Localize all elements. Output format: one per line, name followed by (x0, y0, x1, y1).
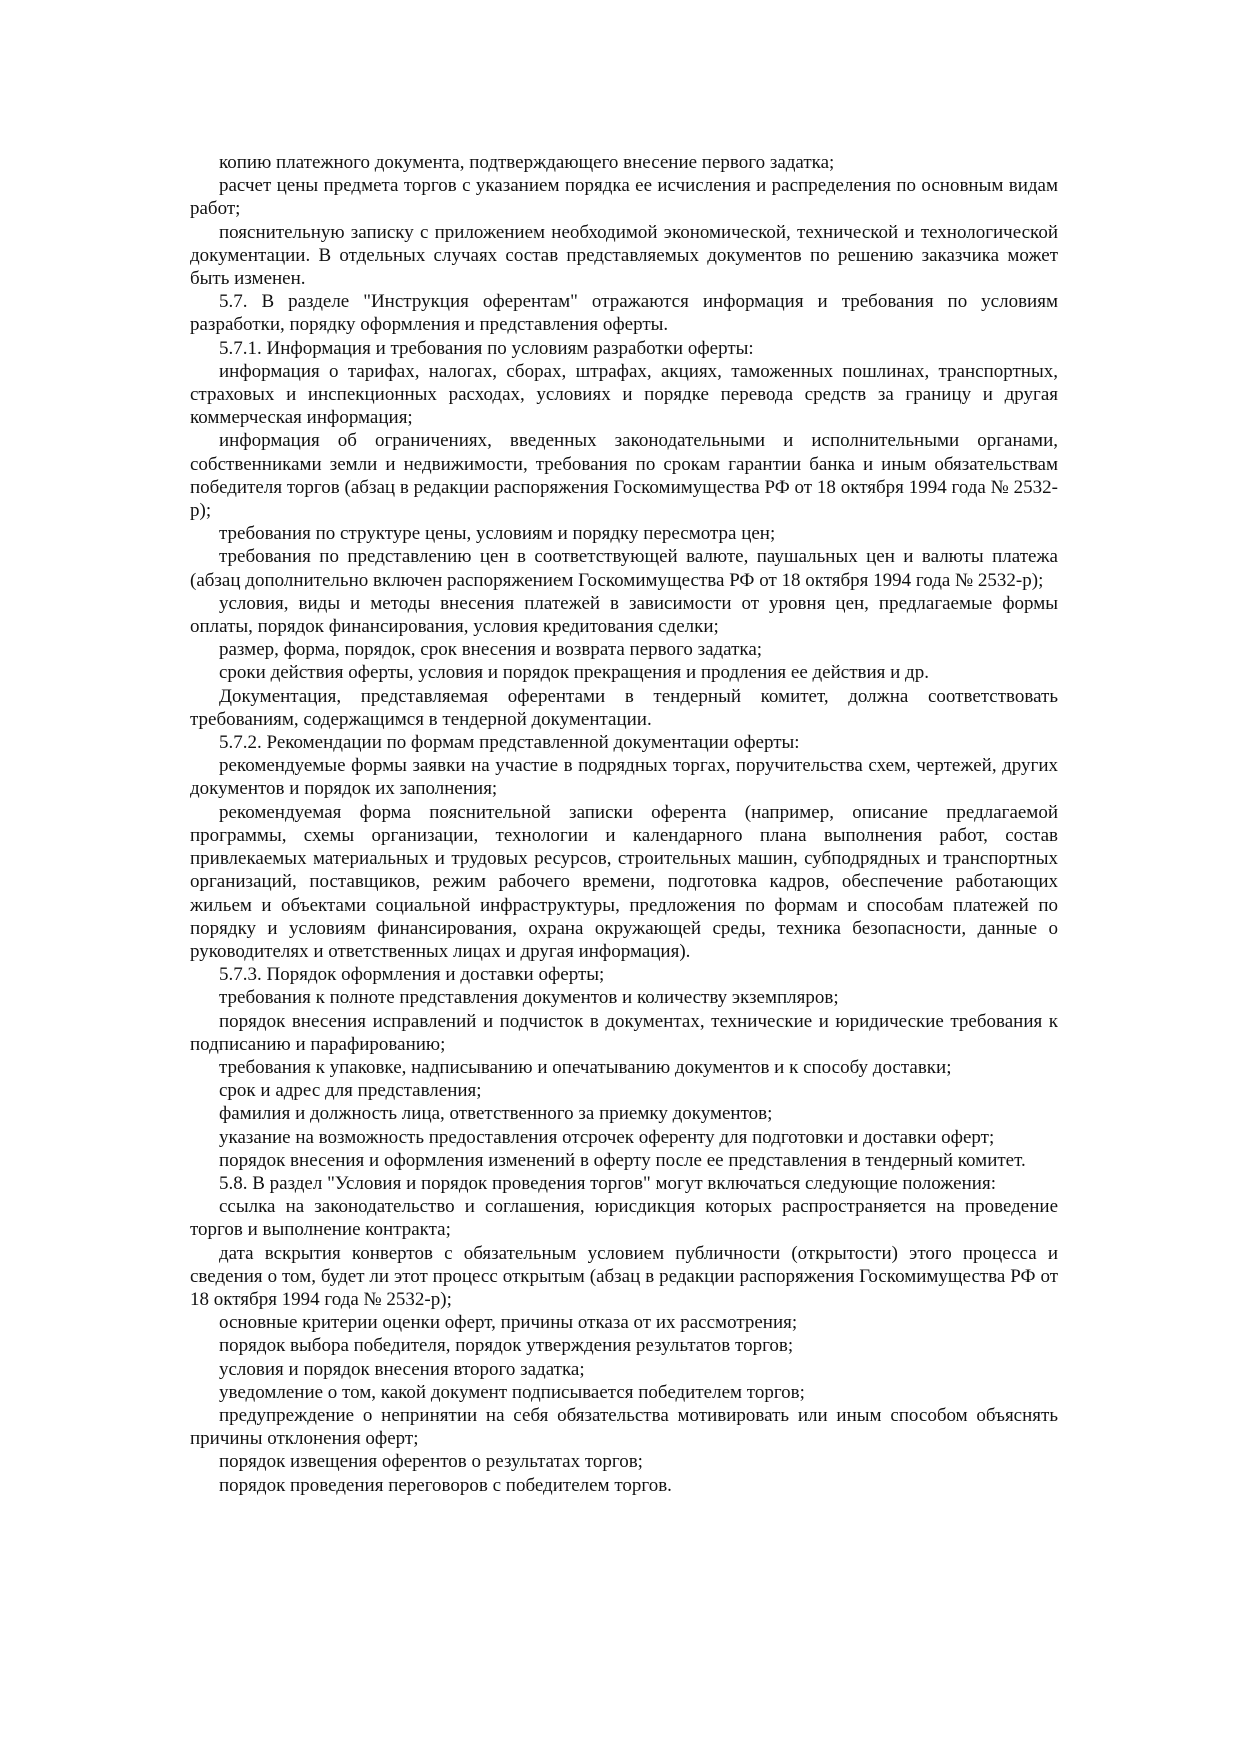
paragraph: условия и порядок внесения второго задатка; (219, 1358, 585, 1380)
paragraph: основные критерии оценки оферт, причины отказа от их рассмотрения; (219, 1312, 798, 1334)
paragraph: рекомендуемая форма пояснительной записки оферента (например, описание предлагаемой программы, схемы организации, технологии и календарного плана выполнения работ, состав привлекаемых материальных и трудовых ресурсов, строительных машин, субподрядных и транспортных организаций, поставщиков, режим рабочего времени, подготовка кадров, обеспечение работающих жильем и объектами социальной инфраструктуры, предложения по формам и способам платежей по порядку и условиям финансирования, охрана окружающей среды, техника безопасности, данные о руководителях и ответственных лицах и другая информация). (190, 801, 1058, 962)
paragraph: порядок выбора победителя, порядок утверждения результатов торгов; (219, 1335, 794, 1357)
paragraph: требования по представлению цен в соответствующей валюте, паушальных цен и валюты платежа (абзац дополнительно включен распоряжением Госкомимущества РФ от 18 октября 1994 года № 2532-р); (190, 546, 1058, 591)
paragraph: порядок внесения исправлений и подчисток в документах, технические и юридические требования к подписанию и парафированию; (190, 1010, 1058, 1055)
paragraph: расчет цены предмета торгов с указанием порядка ее исчисления и распределения по основным видам работ; (190, 175, 1058, 220)
paragraph: порядок проведения переговоров с победителем торгов. (219, 1474, 672, 1496)
paragraph: пояснительную записку с приложением необходимой экономической, технической и технологической документации. В отдельных случаях состав представляемых документов по решению заказчика может быть изменен. (190, 221, 1058, 290)
paragraph: уведомление о том, какой документ подписывается победителем торгов; (219, 1381, 805, 1403)
paragraph: требования по структуре цены, условиям и порядку пересмотра цен; (219, 523, 776, 545)
paragraph: рекомендуемые формы заявки на участие в подрядных торгах, поручительства схем, чертежей, других документов и порядок их заполнения; (190, 755, 1058, 800)
paragraph: фамилия и должность лица, ответственного за приемку документов; (219, 1103, 773, 1125)
paragraph: сроки действия оферты, условия и порядок прекращения и продления ее действия и др. (219, 662, 929, 684)
subsection-heading-5-7-1: 5.7.1. Информация и требования по условиям разработки оферты: (219, 337, 754, 359)
paragraph: порядок внесения и оформления изменений в оферту после ее представления в тендерный комитет. (219, 1149, 1026, 1171)
paragraph: Документация, представляемая оферентами в тендерный комитет, должна соответствовать требованиям, содержащимся в тендерной документации. (190, 685, 1058, 730)
section-heading-5-8: 5.8. В раздел "Условия и порядок проведения торгов" могут включаться следующие положения: (219, 1172, 996, 1194)
paragraph: информация об ограничениях, введенных законодательными и исполнительными органами, собственниками земли и недвижимости, требования по срокам гарантии банка и иным обязательствам победителя торгов (абзац в редакции распоряжения Госкомимущества РФ от 18 октября 1994 года № 2532-р); (190, 430, 1058, 522)
section-heading-5-7: 5.7. В разделе "Инструкция оферентам" отражаются информация и требования по условиям разработки, порядку оформления и представления оферты. (190, 291, 1058, 336)
paragraph: условия, виды и методы внесения платежей в зависимости от уровня цен, предлагаемые формы оплаты, порядок финансирования, условия кредитования сделки; (190, 592, 1058, 638)
paragraph: копию платежного документа, подтверждающего внесение первого задатка; (219, 152, 835, 173)
paragraph: указание на возможность предоставления отсрочек оференту для подготовки и доставки оферт; (219, 1126, 995, 1148)
paragraph: срок и адрес для представления; (219, 1080, 482, 1102)
subsection-heading-5-7-2: 5.7.2. Рекомендации по формам представленной документации оферты: (219, 732, 800, 754)
paragraph: требования к полноте представления документов и количеству экземпляров; (219, 987, 839, 1009)
paragraph: ссылка на законодательство и соглашения, юрисдикция которых распространяется на проведение торгов и выполнение контракта; (190, 1196, 1058, 1241)
paragraph: требования к упаковке, надписыванию и опечатыванию документов и к способу доставки; (219, 1056, 952, 1078)
paragraph: порядок извещения оферентов о результатах торгов; (219, 1451, 643, 1473)
paragraph: информация о тарифах, налогах, сборах, штрафах, акциях, таможенных пошлинах, транспортных, страховых и инспекционных расходах, условиях и порядке перевода средств за границу и другая коммерческая информация; (190, 360, 1058, 429)
paragraph: дата вскрытия конвертов с обязательным условием публичности (открытости) этого процесса и сведения о том, будет ли этот процесс открытым (абзац в редакции распоряжения Госкомимущества РФ от 18 октября 1994 года № 2532-р); (190, 1242, 1058, 1310)
paragraph: размер, форма, порядок, срок внесения и возврата первого задатка; (219, 639, 763, 661)
paragraph: предупреждение о непринятии на себя обязательства мотивировать или иным способом объяснять причины отклонения оферт; (190, 1404, 1058, 1450)
subsection-heading-5-7-3: 5.7.3. Порядок оформления и доставки оферты; (219, 964, 605, 986)
document-body (190, 151, 1058, 1497)
